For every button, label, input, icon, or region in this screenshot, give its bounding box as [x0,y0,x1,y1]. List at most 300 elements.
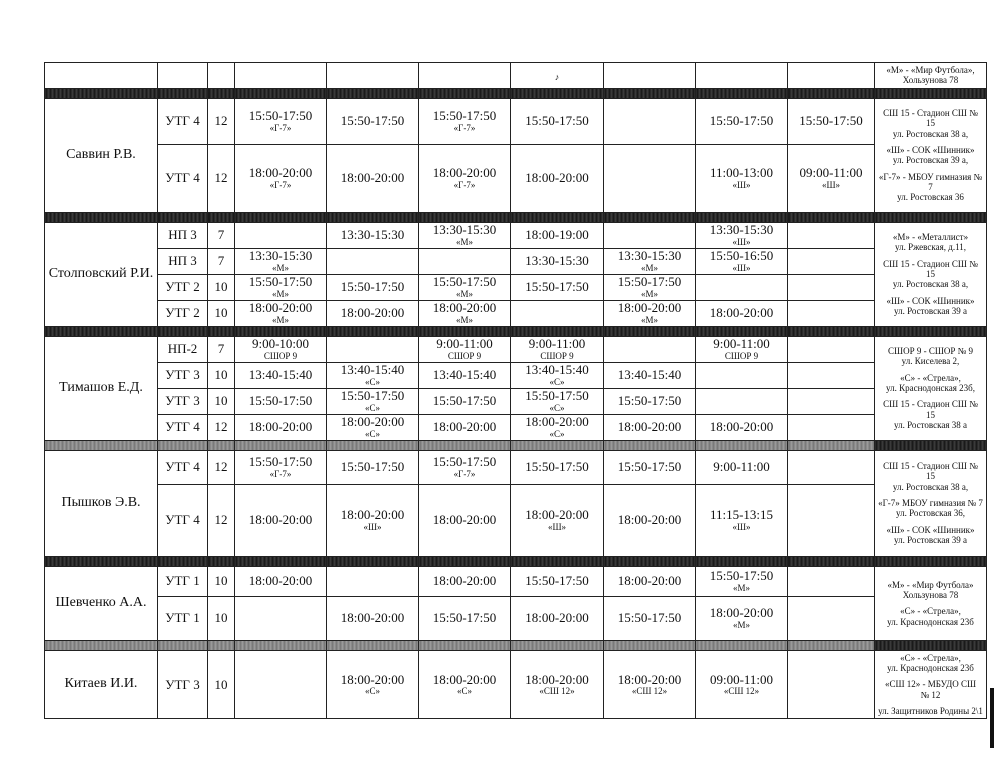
time-text: 15:50-17:50 [617,393,682,409]
location-line: «СШ 12» - МБУДО СШ [884,679,977,690]
group-cell: УТГ 4 [158,484,208,556]
time-text: 13:30-15:30 [432,222,497,238]
location-line: ул. Ростовская 39 а [894,535,967,546]
time-text: 13:30-15:30 [248,248,313,264]
time-cell [327,450,419,484]
venue-code: «С» [364,376,380,387]
separator-cell [875,640,987,650]
schedule-row [45,388,987,414]
time-cell [419,450,511,484]
location-line: ул. Ростовская 39 а [894,306,967,317]
schedule-row [45,274,987,300]
group-cell: УТГ 1 [158,566,208,596]
location-line: ул. Ростовская 36, [896,508,965,519]
time-cell [419,566,511,596]
time-text: 18:00-20:00 [525,610,589,626]
venue-code: «Ш» [732,521,751,532]
time-text: 18:00-20:00 [340,507,405,523]
time-cell [235,336,327,362]
time-text: 15:50-17:50 [617,610,682,626]
schedule-row [45,650,987,719]
time-cell [511,144,604,212]
trainer-name: Шевченко А.А. [45,566,158,640]
group-cell: УТГ 2 [158,274,208,300]
time-cell [604,300,696,326]
time-cell [696,450,788,484]
trainer-name: Пышков Э.В. [45,450,158,556]
separator-cell [788,326,875,336]
location-line: ул. Ростовская 38 а, [892,128,969,139]
schedule-table [44,62,987,719]
schedule-row [45,300,987,326]
group-cell: УТГ 4 [158,144,208,212]
schedule-row [45,566,987,596]
time-cell [696,222,788,248]
separator-cell [208,440,235,450]
venue-code: «Ш» [732,236,751,247]
group-cell: УТГ 2 [158,300,208,326]
time-cell [788,274,875,300]
time-cell [235,450,327,484]
schedule-row [45,336,987,362]
separator-cell [511,88,604,98]
time-text: 18:00-20:00 [525,507,589,523]
time-text: 15:50-17:50 [248,274,313,290]
separator-cell [235,326,327,336]
time-cell [235,274,327,300]
time-cell [696,248,788,274]
separator-cell [875,212,987,222]
time-text: 15:50-17:50 [340,279,405,295]
separator-cell [327,440,419,450]
time-cell [327,414,419,440]
age-cell: 10 [208,388,235,414]
time-text: 18:00-20:00 [340,305,405,321]
time-cell [419,144,511,212]
group-cell: НП 3 [158,248,208,274]
time-text: 13:30-15:30 [709,222,774,238]
separator-cell [511,212,604,222]
time-text: 18:00-20:00 [525,671,589,687]
venue-code: «Г-7» [269,179,292,190]
venue-code: СШОР 9 [447,350,482,361]
separator-cell [45,640,158,650]
time-cell [604,98,696,144]
time-text: 18:00-20:00 [248,165,313,181]
time-text: 13:40-15:40 [248,367,313,383]
time-text: 18:00-20:00 [525,414,589,430]
time-cell [327,222,419,248]
location-line: «С» - «Стрела», [900,372,961,383]
separator-cell [875,440,987,450]
time-text: 15:50-17:50 [432,108,497,124]
separator-cell [788,88,875,98]
age-cell: 10 [208,300,235,326]
time-text: 15:50-17:50 [525,279,589,295]
separator-cell [208,640,235,650]
separator-cell [875,556,987,566]
group-cell: УТГ 4 [158,414,208,440]
schedule-row [45,222,987,248]
separator-cell [696,88,788,98]
time-text: 15:50-17:50 [525,113,589,129]
time-cell [788,414,875,440]
schedule-row [45,450,987,484]
venue-code: «М» [455,236,473,247]
time-text: 18:00-20:00 [340,170,405,186]
group-cell: УТГ 3 [158,650,208,719]
time-cell [235,248,327,274]
age-cell: 10 [208,362,235,388]
time-cell [327,248,419,274]
time-cell [696,144,788,212]
trainer-name: Столповский Р.И. [45,222,158,326]
time-text: 15:50-17:50 [617,459,682,475]
time-cell [419,362,511,388]
time-text: 15:50-17:50 [709,113,774,129]
schedule-row [45,248,987,274]
time-cell [419,596,511,640]
separator-cell [788,640,875,650]
location-line: «М» - «Металлист» [892,231,969,242]
venue-code: «Ш» [547,521,567,532]
venue-code: «Ш» [732,262,751,273]
time-cell [511,414,604,440]
schedule-row [45,596,987,640]
time-cell [696,650,788,719]
age-cell: 7 [208,336,235,362]
location-cell [875,98,987,212]
venue-code: «Г-7» [269,122,292,133]
separator-cell [511,440,604,450]
time-cell [327,596,419,640]
separator-cell [511,556,604,566]
time-cell [419,222,511,248]
separator-cell [604,212,696,222]
time-cell [327,336,419,362]
location-line: «С» - «Стрела», [900,606,961,617]
time-cell [419,300,511,326]
location-cell [875,222,987,326]
separator-cell [419,640,511,650]
group-cell: НП 3 [158,222,208,248]
separator-cell [788,440,875,450]
age-cell: 12 [208,414,235,440]
time-cell [604,566,696,596]
time-text: 15:50-17:50 [248,454,313,470]
separator-row [45,556,987,566]
time-cell [511,362,604,388]
time-cell [604,596,696,640]
separator-cell [419,556,511,566]
time-cell [419,336,511,362]
location-line: «Г-7» - МБОУ гимназия № 7 [878,171,983,192]
time-cell [327,98,419,144]
time-text: 18:00-20:00 [432,573,497,589]
venue-code: «Г-7» [453,179,476,190]
location-line: СШ 15 - Стадион СШ № 15 [883,258,978,280]
time-text: 15:50-17:50 [248,108,313,124]
venue-code: «СШ 12» [539,686,575,697]
time-text: 15:50-17:50 [432,393,497,409]
venue-code: «М» [732,582,750,593]
time-text: 18:00-20:00 [432,300,497,316]
time-cell [511,566,604,596]
time-cell [235,650,327,719]
location-line: ул. Ростовская 36 [897,192,964,203]
time-text: 15:50-17:50 [248,393,313,409]
time-cell [696,98,788,144]
venue-code: «С» [456,686,472,697]
time-cell [788,450,875,484]
location-cell [875,650,987,719]
venue-code: «С» [549,402,565,413]
venue-code: «С» [549,376,565,387]
time-cell [511,98,604,144]
location-line: «С» - «Стрела», [900,652,961,663]
time-text: 09:00-11:00 [799,165,863,181]
age-cell: 10 [208,596,235,640]
time-cell [235,144,327,212]
venue-code: «Ш» [363,521,382,532]
separator-cell [45,212,158,222]
venue-code: «Г-7» [269,468,292,479]
trainer-name: Тимашов Е.Д. [45,336,158,440]
time-text: 18:00-20:00 [709,419,774,435]
time-cell [327,144,419,212]
time-cell [235,300,327,326]
location-line: ул. Киселева 2, [901,356,960,367]
separator-cell [235,556,327,566]
time-cell [235,362,327,388]
time-text: 18:00-20:00 [617,671,682,687]
time-text: 11:00-13:00 [709,165,774,181]
time-text: 15:50-17:50 [799,113,863,129]
separator-cell [208,212,235,222]
time-cell [788,248,875,274]
time-cell [788,362,875,388]
age-cell: 10 [208,274,235,300]
location-cell: «М» - «Мир Футбола», Хользунова 78 [875,63,987,89]
time-text: 15:50-17:50 [617,274,682,290]
time-text: 15:50-17:50 [432,274,497,290]
time-cell [604,450,696,484]
time-text: 9:00-10:00 [251,336,310,352]
time-text: 13:40-15:40 [617,367,682,383]
separator-cell [604,326,696,336]
separator-cell [158,556,208,566]
time-cell [235,566,327,596]
time-cell [419,248,511,274]
venue-code: СШОР 9 [724,350,759,361]
separator-cell [208,556,235,566]
separator-cell [235,640,327,650]
separator-cell [158,212,208,222]
time-cell [696,566,788,596]
time-cell [327,566,419,596]
age-cell: 10 [208,650,235,719]
location-line: «Ш» - СОК «Шинник» [886,144,975,155]
separator-cell [235,212,327,222]
venue-code: «Ш» [821,179,841,190]
scan-mark [990,688,994,748]
age-cell: 10 [208,566,235,596]
separator-cell [604,640,696,650]
group-cell: УТГ 3 [158,388,208,414]
trainer-name: Китаев И.И. [45,650,158,719]
location-line: Хользунова 78 [902,589,959,600]
time-cell [696,484,788,556]
venue-code: «С» [364,686,380,697]
separator-cell [45,556,158,566]
time-cell [235,388,327,414]
time-text: 09:00-11:00 [709,671,774,687]
separator-cell [158,326,208,336]
time-text: 18:00-20:00 [340,610,405,626]
time-text: 18:00-20:00 [432,419,497,435]
time-cell [788,388,875,414]
venue-code: «Г-7» [453,122,476,133]
time-cell [327,650,419,719]
time-cell [788,650,875,719]
time-text: 18:00-20:00 [248,512,313,528]
time-cell [327,274,419,300]
time-cell [788,596,875,640]
separator-cell [158,440,208,450]
age-cell: 12 [208,450,235,484]
separator-cell [45,326,158,336]
time-cell [696,362,788,388]
venue-code: «М» [455,288,473,299]
location-line: СШОР 9 - СШОР № 9 [887,345,973,356]
venue-code: «М» [271,262,289,273]
location-line: «Ш» - СОК «Шинник» [886,295,975,306]
time-cell [604,144,696,212]
time-text: 15:50-16:50 [709,248,774,264]
time-cell [235,98,327,144]
time-text: 18:00-20:00 [432,165,497,181]
time-text: 9:00-11:00 [713,459,770,475]
group-cell: УТГ 3 [158,362,208,388]
time-cell [419,274,511,300]
separator-cell [696,326,788,336]
time-cell [788,98,875,144]
separator-cell [696,640,788,650]
time-cell [696,300,788,326]
schedule-row [45,414,987,440]
time-cell [788,484,875,556]
separator-cell [45,440,158,450]
time-cell [327,388,419,414]
separator-row [45,640,987,650]
time-cell [235,222,327,248]
separator-cell [327,88,419,98]
location-line: «Г-7» МБОУ гимназия № 7 [878,498,983,509]
time-cell [696,596,788,640]
venue-code: «М» [455,314,473,325]
time-cell [604,362,696,388]
time-text: 13:40-15:40 [432,367,497,383]
time-cell [511,484,604,556]
time-text: 13:40-15:40 [340,362,405,378]
location-line: ул. Ростовская 38 а, [892,481,969,492]
time-cell [419,650,511,719]
time-text: 18:00-20:00 [340,671,405,687]
time-cell [604,484,696,556]
age-cell: 7 [208,222,235,248]
venue-code: «М» [640,262,658,273]
time-cell [511,300,604,326]
schedule-row [45,98,987,144]
separator-cell [327,326,419,336]
group-cell: УТГ 1 [158,596,208,640]
location-line: ул. Ростовская 39 а, [892,155,969,166]
venue-code: «М» [271,288,289,299]
time-cell [235,484,327,556]
separator-cell [419,88,511,98]
time-text: 18:00-20:00 [617,300,682,316]
separator-cell [511,640,604,650]
time-cell [604,388,696,414]
time-cell [419,414,511,440]
time-text: 18:00-20:00 [248,300,313,316]
time-text: 18:00-20:00 [617,573,682,589]
time-text: 18:00-20:00 [617,512,682,528]
separator-cell [327,640,419,650]
time-cell [511,274,604,300]
time-cell [511,596,604,640]
location-line: «М» - «Мир Футбола» [887,579,974,590]
time-cell [511,248,604,274]
time-cell [327,484,419,556]
venue-code: «М» [271,314,289,325]
time-text: 18:00-20:00 [248,419,313,435]
time-text: 13:30-15:30 [617,248,682,264]
location-line: ул. Краснодонская 23б, [886,383,975,394]
separator-cell [696,440,788,450]
location-line: ул. Краснодонская 23б [887,616,974,627]
location-line: СШ 15 - Стадион СШ № 15 [883,460,978,482]
separator-cell [604,440,696,450]
location-line: ул. Краснодонская 23б [887,663,974,674]
separator-cell [327,212,419,222]
age-cell: 12 [208,98,235,144]
location-cell [875,336,987,440]
age-cell: 12 [208,484,235,556]
venue-code: СШОР 9 [540,350,574,361]
schedule-row [45,144,987,212]
separator-cell [327,556,419,566]
time-text: 18:00-20:00 [709,305,774,321]
trainer-name: Саввин Р.В. [45,98,158,212]
location-line: ул. Ржевская, д.11, [894,242,966,253]
time-cell [604,650,696,719]
time-text: 9:00-11:00 [436,336,493,352]
separator-cell [208,88,235,98]
time-text: 18:00-20:00 [709,605,774,621]
separator-cell [696,556,788,566]
time-cell [327,362,419,388]
separator-row [45,440,987,450]
separator-cell [419,440,511,450]
time-text: 15:50-17:50 [432,610,497,626]
time-text: 15:50-17:50 [525,459,589,475]
location-line: СШ 15 - Стадион СШ № 15 [883,107,978,129]
schedule-row [45,362,987,388]
location-line: ул. Ростовская 38 а [894,420,967,431]
separator-row [45,88,987,98]
separator-cell [158,640,208,650]
